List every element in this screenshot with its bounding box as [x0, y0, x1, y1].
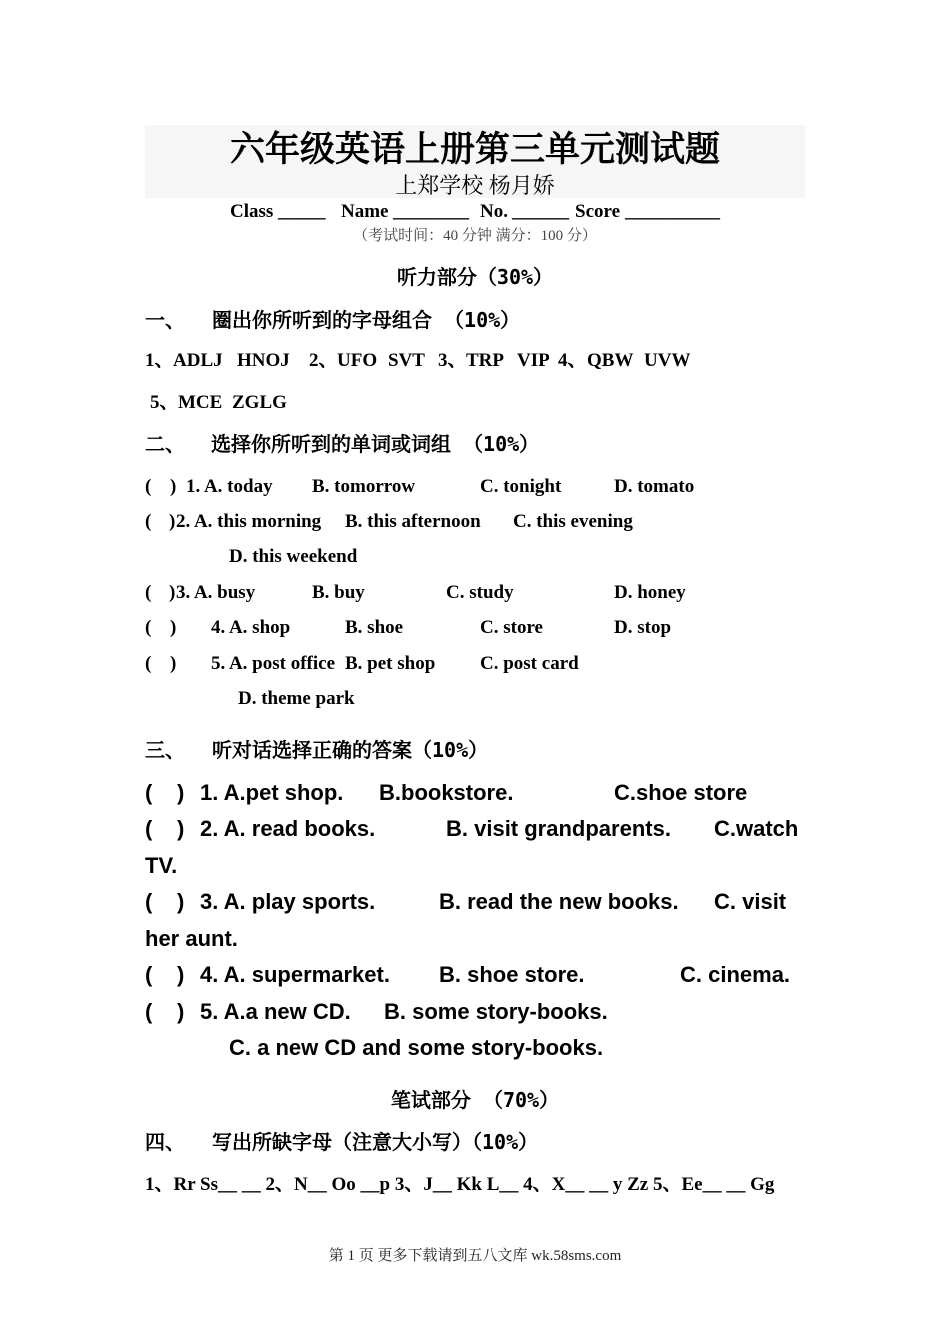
option-c: C. post card	[480, 653, 579, 674]
part1-item-number: 2、	[309, 350, 338, 371]
part1-option: ADLJ	[173, 350, 223, 371]
part3-question-row	[0, 999, 950, 1026]
option-c: C. study	[446, 582, 514, 603]
option-c: C. visit	[714, 889, 787, 914]
option-c-continued: her aunt.	[145, 926, 238, 951]
question-stem: 5. A.a new CD.	[200, 999, 351, 1024]
option-b: B. visit grandparents.	[446, 816, 671, 841]
answer-bracket-open: (	[145, 999, 153, 1024]
part3-question-row	[0, 889, 950, 916]
part2-question-row	[0, 476, 950, 499]
part1-option: SVT	[388, 350, 425, 371]
part2-question-row	[0, 511, 950, 534]
option-c: C.watch	[714, 816, 799, 841]
question-stem: 5. A. post office	[211, 653, 336, 674]
option-b: B. tomorrow	[312, 476, 416, 497]
question-stem: 1. A.pet shop.	[200, 780, 344, 805]
option-b: B. buy	[312, 582, 365, 603]
part1-option: UVW	[644, 350, 691, 371]
part2-question-row-continued	[0, 546, 950, 569]
option-c-continued: TV.	[145, 853, 178, 878]
author-line: 上郑学校 杨月娇	[395, 173, 555, 198]
answer-bracket-open: (	[145, 889, 153, 914]
answer-bracket-open: (	[145, 780, 153, 805]
part1-heading	[0, 308, 950, 332]
part4-items-row	[145, 1174, 925, 1197]
answer-bracket-close: )	[170, 653, 177, 674]
part1-option: MCE	[178, 392, 223, 413]
fill-letters-item: 1、Rr Ss__ __	[145, 1174, 261, 1195]
question-stem: 4. A. supermarket.	[200, 962, 390, 987]
part3-heading	[0, 738, 950, 762]
class-label: Class	[230, 201, 274, 222]
option-d: D. tomato	[614, 476, 695, 497]
answer-bracket-close: )	[170, 476, 177, 497]
answer-bracket-close: )	[170, 617, 177, 638]
name-label: Name	[341, 201, 389, 222]
student-info-line	[0, 201, 950, 224]
paper-title: 六年级英语上册第三单元测试题	[229, 130, 720, 169]
part1-item-number: 3、	[438, 350, 467, 371]
question-stem: 2. A. read books.	[200, 816, 376, 841]
fill-letters-item: 3、J__ Kk L__	[394, 1174, 519, 1195]
option-b: B. this afternoon	[345, 511, 481, 532]
part2-title: 选择你所听到的单词或词组 （10%）	[211, 432, 540, 456]
answer-bracket-open: (	[145, 653, 152, 674]
answer-bracket-open: (	[145, 582, 152, 603]
part4-title: 写出所缺字母（注意大小写）（10%）	[212, 1130, 539, 1154]
question-stem: 3. A. play sports.	[200, 889, 376, 914]
part1-option: HNOJ	[237, 350, 290, 371]
option-d: D. stop	[614, 617, 672, 638]
option-b: B. some story-books.	[384, 999, 608, 1024]
part2-number: 二、	[145, 432, 185, 456]
answer-bracket-close: )	[177, 816, 185, 841]
option-c: C. tonight	[480, 476, 562, 497]
part3-question-row-continued	[0, 1035, 950, 1062]
answer-bracket-close: )	[177, 962, 185, 987]
answer-bracket-close: )	[177, 889, 185, 914]
part1-item-number: 1、	[145, 350, 174, 371]
written-heading: 笔试部分 （70%）	[390, 1088, 560, 1112]
number-label: No.	[480, 201, 508, 222]
exam-note: （考试时间：40 分钟 满分：100 分）	[353, 228, 597, 244]
question-stem: 2. A. this morning	[176, 511, 322, 532]
part1-title: 圈出你所听到的字母组合 （10%）	[212, 308, 521, 332]
part4-heading	[0, 1130, 950, 1154]
part3-question-row-continued	[0, 853, 950, 880]
part1-option: ZGLG	[232, 392, 287, 413]
part3-question-row	[0, 780, 950, 807]
question-stem: 4. A. shop	[211, 617, 291, 638]
option-c: C. this evening	[513, 511, 633, 532]
class-blank: _____	[278, 201, 326, 222]
answer-bracket-close: )	[169, 582, 176, 603]
question-stem: 3. A. busy	[176, 582, 256, 603]
answer-bracket-close: )	[177, 999, 185, 1024]
part2-question-row	[0, 653, 950, 676]
score-blank: __________	[625, 201, 720, 222]
question-stem: 1. A. today	[186, 476, 273, 497]
part1-items-row	[0, 350, 950, 373]
answer-bracket-open: (	[145, 816, 153, 841]
answer-bracket-open: (	[145, 962, 153, 987]
part3-question-row-continued	[0, 926, 950, 953]
option-c: C. cinema.	[680, 962, 791, 987]
part1-number: 一、	[145, 308, 185, 332]
fill-letters-item: 4、X__ __ y Zz	[523, 1174, 649, 1195]
answer-bracket-open: (	[145, 617, 152, 638]
option-d: D. honey	[614, 582, 686, 603]
name-blank: ________	[393, 201, 469, 222]
part1-option: TRP	[466, 350, 504, 371]
option-b: B.bookstore.	[379, 780, 514, 805]
part1-option: QBW	[587, 350, 634, 371]
option-c: C. a new CD and some story-books.	[229, 1035, 604, 1060]
option-b: B. shoe	[345, 617, 404, 638]
option-b: B. read the new books.	[439, 889, 679, 914]
part1-option: UFO	[337, 350, 378, 371]
score-label: Score	[575, 201, 621, 222]
part3-number: 三、	[145, 738, 185, 762]
option-c: C. store	[480, 617, 543, 638]
part3-question-row	[0, 816, 950, 843]
answer-bracket-close: )	[169, 511, 176, 532]
part2-question-row	[0, 582, 950, 605]
option-d: D. this weekend	[229, 546, 358, 567]
part2-heading	[0, 432, 950, 456]
option-b: B. shoe store.	[439, 962, 585, 987]
part3-title: 听对话选择正确的答案（10%）	[212, 738, 489, 762]
page-footer: 第 1 页 更多下载请到五八文库 wk.58sms.com	[328, 1248, 622, 1264]
part2-question-row-continued	[0, 688, 950, 711]
part2-question-row	[0, 617, 950, 640]
part1-items-row	[0, 392, 950, 415]
option-d: D. theme park	[238, 688, 355, 709]
part3-question-row	[0, 962, 950, 989]
number-blank: ______	[512, 201, 569, 222]
answer-bracket-open: (	[145, 476, 152, 497]
fill-letters-item: 2、N__ Oo __p	[265, 1174, 391, 1195]
answer-bracket-open: (	[145, 511, 152, 532]
part1-item-number: 4、	[558, 350, 587, 371]
option-b: B. pet shop	[345, 653, 436, 674]
option-c: C.shoe store	[614, 780, 748, 805]
part1-item-number: 5、	[150, 392, 179, 413]
listening-heading: 听力部分（30%）	[396, 265, 554, 289]
fill-letters-item: 5、Ee__ __ Gg	[652, 1174, 775, 1195]
answer-bracket-close: )	[177, 780, 185, 805]
part4-number: 四、	[145, 1130, 185, 1154]
part1-option: VIP	[517, 350, 550, 371]
